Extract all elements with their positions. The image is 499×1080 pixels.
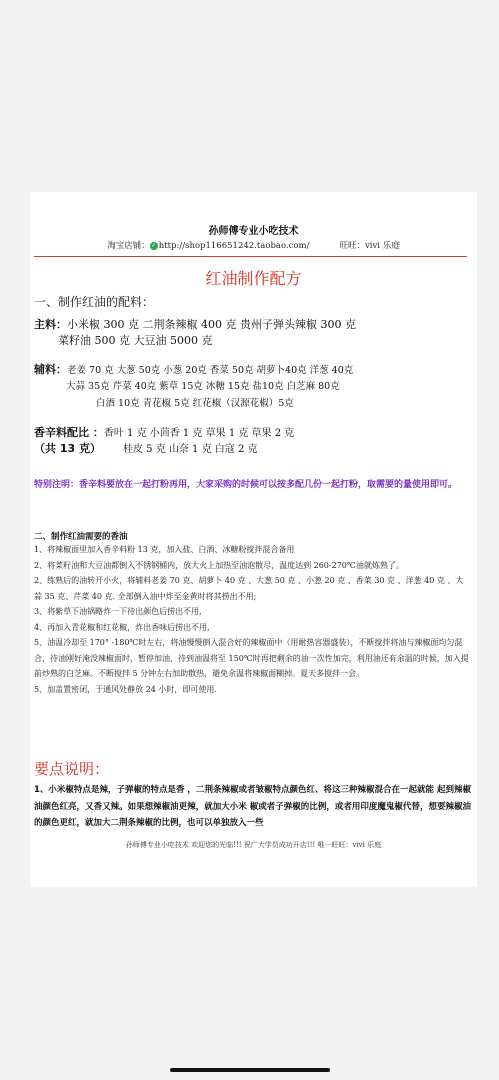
header-divider	[34, 256, 467, 257]
page-title: 红油制作配方	[205, 269, 302, 288]
main-ingredients-line1: 主料：小米椒 300 克 二荆条辣椒 400 克 贵州子弹头辣椒 300 克	[34, 318, 356, 331]
spice-label: 香辛料配比 ：	[34, 426, 104, 439]
step-item: 5、油温冷却至 170° -180℃时左右，将油慢慢倒入混合好的辣椒面中（用耐热容器盛装），不断搅拌将油与辣椒面均匀混合，待油刚好淹没辣椒面时，暂停加油，待到油温将至 150℃时再把剩余的油一次性加完，利用油还有余温的时候，加入提前炒熟的白芝麻。不断搅拌 5 分钟左右加助散热，避免余温将辣椒面糊掉。夏天多搅拌一会。	[34, 638, 469, 678]
taobao-label: 淘宝店铺：	[107, 241, 150, 251]
section1-title: 一、制作红油的配料：	[34, 295, 155, 309]
special-note: 特别注明：香辛料要放在一起打粉再用，大家采购的时候可以按多配几份一起打粉，取需要的量使用即可。	[34, 480, 458, 490]
page-footer: 孙师傅专业小吃技术 欢迎您的光临!!! 祝广大学员成功开店!!! 唯一旺旺：vivi 乐庭	[125, 841, 382, 849]
header-shop-line	[30, 239, 477, 251]
step-item: 2、练熟后的油转开小火，将辅料老姜 70 克、胡萝卜 40 克 、大葱 50 克 、小葱 20 克 、香菜 30 克 、洋葱 40 克 、大蒜 35 克、芹菜 40 克. 全部倒入油中炸至金黄时将其捞出不用;	[34, 576, 464, 601]
step-item: 5、加盖置密闭，于通风处静放 24 小时，即可使用.	[34, 684, 217, 694]
step-item: 2、将菜籽油和大豆油都倒入不锈钢桶内，放大火上加热至油泡散尽，温度达到 260-270℃油就炼熟了。	[34, 560, 404, 570]
key-points-title: 要点说明：	[34, 760, 110, 778]
taobao-url-link[interactable]: http://shop116651242.taobao.com/	[158, 241, 310, 251]
home-indicator[interactable]	[170, 1068, 330, 1072]
step-item: 4、再加入青花椒和红花椒，炸出香味后捞出不用,	[34, 622, 210, 632]
step-item: 1、将辣椒面里加入香辛料粉 13 克，加入盐、白酒、冰糖粉搅拌混合备用	[34, 545, 295, 554]
document-page	[30, 192, 477, 887]
spice-line1: 香辛料配比 ：香叶 1 克 小茴香 1 克 草果 1 克 草果 2 克	[34, 426, 295, 439]
aux-ingredients-line3: 白酒 10克 青花椒 5克 红花椒（汉源花椒）5克	[96, 398, 294, 409]
spice-total-label: （共 13 克）	[34, 442, 101, 455]
step-item: 3、将紫草下油锅略炸一下待出颜色后捞出不用,	[34, 607, 202, 616]
header-title: 孙师傅专业小吃技术	[208, 226, 299, 237]
main-ingredients-label: 主料：	[34, 318, 67, 331]
check-icon: ✓	[151, 241, 157, 249]
aux-ingredients-line1: 辅料：老姜 70 克 大葱 50克 小葱 20克 香菜 50克 胡萝卜40克 洋葱 40克	[34, 363, 354, 376]
key-points-text: 1、小米椒特点是辣，子弹椒的特点是香 ，二荆条辣椒或者皱椒特点颜色红、将这三种辣椒混合在一起就能 起到辣椒油颜色红亮，又香又辣。如果想辣椒油更辣，就加大小米 椒或者子弹椒的比例，或者用印度魔鬼椒代替，想要辣椒油的颜色更红，就加大二荆条辣椒的比例，也可以单独放入一些	[34, 785, 471, 828]
aux-ingredients-line2: 大蒜 35克 芹菜 40克 紫草 15克 冰糖 15克 盐10克 白芝麻 80克	[66, 381, 340, 392]
spice-line2: （共 13 克） 桂皮 5 克 山奈 1 克 白寇 2 克	[34, 442, 258, 455]
main-ingredients-line2: 菜籽油 500 克 大豆油 5000 克	[58, 334, 213, 347]
wangwang-text: 旺旺：vivi 乐庭	[339, 241, 400, 251]
section2-title: 二、制作红油需要的香油	[34, 532, 128, 542]
steps-list	[34, 542, 470, 697]
aux-ingredients-label: 辅料：	[34, 363, 67, 376]
